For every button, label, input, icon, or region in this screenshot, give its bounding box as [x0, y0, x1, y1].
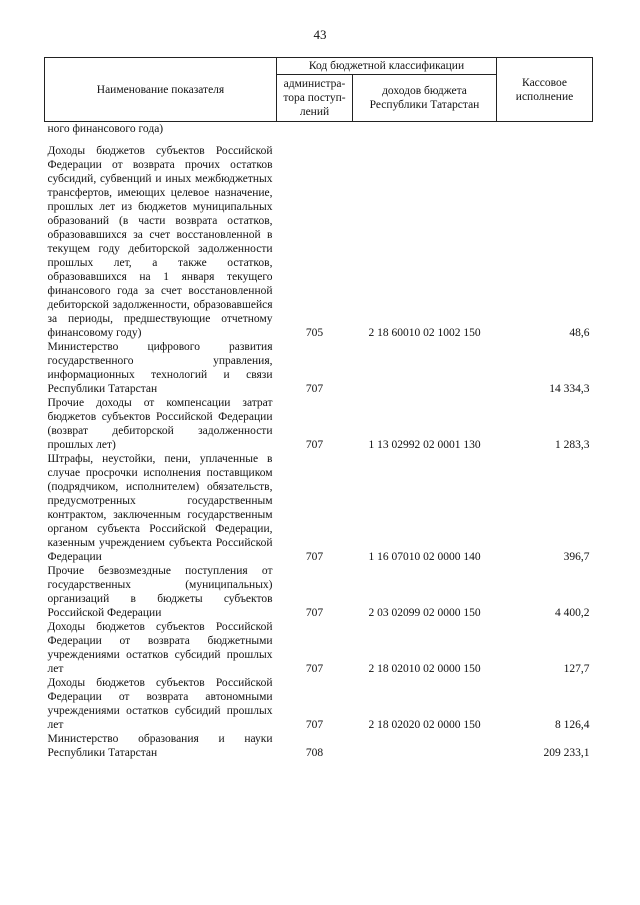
row-amount: 396,7	[563, 551, 590, 563]
row-admin-code: 707	[305, 383, 324, 395]
table-row	[45, 620, 593, 676]
row-income-code: 2 18 02020 02 0000 150	[368, 719, 481, 731]
row-admin-code: 707	[305, 607, 324, 619]
row-income-code: 2 18 60010 02 1002 150	[368, 327, 481, 339]
row-amount: 4 400,2	[555, 607, 590, 619]
row-admin-code: 707	[305, 663, 324, 675]
row-amount: 127,7	[563, 663, 590, 675]
row-name: Доходы бюджетов субъектов Российской Федерации от возврата прочих остатков субсидий, субвенций и иных межбюджетных трансфертов, имеющих целевое назначение, прошлых лет из бюджетов муниципальных образований (в части возврата остатков, образовавшихся за счет восстановленной в текущем году дебиторской задолженности прошлых лет, а также остатков, образовавшихся на 1 января текущего финансового года за счет восстановленной дебиторской задолженности, образовавшейся за периоды, предшествующие отчетному финансовому году)	[47, 145, 273, 339]
table-row	[45, 732, 593, 760]
row-amount: 209 233,1	[543, 747, 590, 759]
row-admin-code: 707	[305, 551, 324, 563]
row-name: Доходы бюджетов субъектов Российской Федерации от возврата автономными учреждениями остатков субсидий прошлых лет	[47, 677, 273, 731]
table-row	[45, 676, 593, 732]
row-income-code: 1 16 07010 02 0000 140	[368, 551, 481, 563]
row-amount: 8 126,4	[555, 719, 590, 731]
table-row	[45, 340, 593, 396]
row-amount: 48,6	[569, 327, 590, 339]
row-name: Доходы бюджетов субъектов Российской Федерации от возврата бюджетными учреждениями остатков субсидий прошлых лет	[47, 621, 273, 675]
row-income-code	[353, 340, 497, 396]
header-admin-column: администра-тора поступ-лений	[277, 75, 353, 122]
row-name: Министерство образования и науки Республики Татарстан	[47, 733, 273, 759]
row-admin-code: 707	[305, 439, 324, 451]
table-row	[45, 452, 593, 564]
row-amount	[497, 122, 593, 137]
row-name: Прочие доходы от компенсации затрат бюджетов субъектов Российской Федерации (возврат дебиторской задолженности прошлых лет)	[47, 397, 273, 451]
row-admin-code	[277, 122, 353, 137]
row-income-code	[353, 732, 497, 760]
row-income-code	[353, 122, 497, 137]
row-income-code: 1 13 02992 02 0001 130	[368, 439, 481, 451]
table-row	[45, 564, 593, 620]
row-income-code: 2 18 02010 02 0000 150	[368, 663, 481, 675]
header-cash-execution: Кассовое исполнение	[497, 58, 593, 122]
row-name: Министерство цифрового развития государственного управления, информационных технологий и связи Республики Татарстан	[47, 341, 273, 395]
row-income-code: 2 03 02099 02 0000 150	[368, 607, 481, 619]
row-admin-code: 705	[305, 327, 324, 339]
row-admin-code: 708	[305, 747, 324, 759]
row-admin-code: 707	[305, 719, 324, 731]
table-header	[45, 58, 593, 122]
table-row	[45, 122, 593, 137]
header-budget-code-group: Код бюджетной классификации	[277, 58, 497, 75]
row-name: Штрафы, неустойки, пени, уплаченные в случае просрочки исполнения поставщиком (подрядчиком, исполнителем) обязательств, предусмотренных государственным контрактом, заключенным государственным органом субъекта Российской Федерации, казенным учреждением субъекта Российской Федерации	[47, 453, 273, 563]
row-name: ного финансового года)	[47, 123, 164, 135]
header-income-column: доходов бюджета Республики Татарстан	[353, 75, 497, 122]
row-amount: 1 283,3	[555, 439, 590, 451]
header-indicator-name: Наименование показателя	[45, 58, 277, 122]
table-row	[45, 144, 593, 340]
budget-table	[44, 57, 593, 760]
page-number: 43	[313, 27, 327, 42]
row-name: Прочие безвозмездные поступления от государственных (муниципальных) организаций в бюджеты субъектов Российской Федерации	[47, 565, 273, 619]
row-amount: 14 334,3	[549, 383, 590, 395]
table-row	[45, 396, 593, 452]
